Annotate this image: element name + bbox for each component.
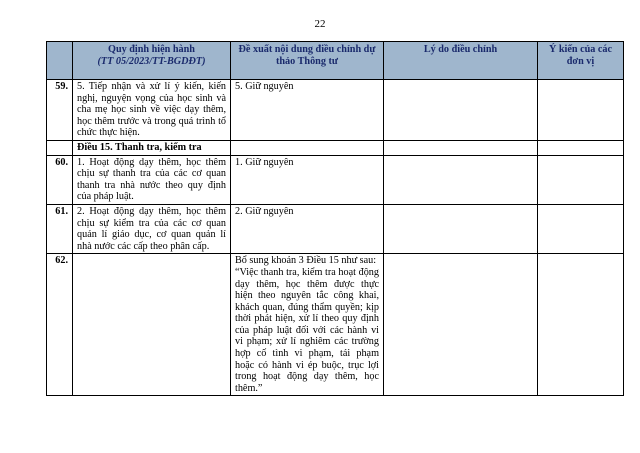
opinion-cell [538, 254, 624, 396]
table-row [47, 80, 624, 141]
proposal-cell: 5. Giữ nguyên [231, 80, 384, 141]
table-row [47, 254, 624, 396]
header-current-sub: (TT 05/2023/TT-BGDĐT) [97, 55, 206, 67]
row-number: 59. [47, 80, 73, 141]
header-opinion: Ý kiến của các đơn vị [538, 42, 624, 80]
header-reason: Lý do điều chỉnh [384, 42, 538, 80]
table-row [47, 204, 624, 253]
reason-cell [384, 254, 538, 396]
section-empty-cell [231, 140, 384, 155]
table-header [47, 42, 624, 80]
header-current-regulation [73, 42, 231, 80]
proposal-cell [231, 254, 384, 396]
table-row [47, 155, 624, 204]
row-number: 61. [47, 204, 73, 253]
proposal-intro: Bổ sung khoản 3 Điều 15 như sau: [235, 255, 377, 267]
current-regulation-cell: 5. Tiếp nhận và xử lí ý kiến, kiến nghị, nguyện vọng của học sinh và cha mẹ học sinh về việc dạy thêm, học thêm trước và trong quá trình tổ chức thực hiện. [73, 80, 231, 141]
proposal-cell: 2. Giữ nguyên [231, 204, 384, 253]
current-regulation-cell [73, 254, 231, 396]
row-number: 60. [47, 155, 73, 204]
header-stt [47, 42, 73, 80]
opinion-cell [538, 80, 624, 141]
section-empty-cell [384, 140, 538, 155]
page-number: 22 [314, 18, 326, 30]
comparison-table [46, 41, 624, 396]
reason-cell [384, 80, 538, 141]
proposal-cell: 1. Giữ nguyên [231, 155, 384, 204]
reason-cell [384, 155, 538, 204]
header-current-title: Quy định hiện hành [108, 44, 195, 55]
opinion-cell [538, 155, 624, 204]
row-number: 62. [47, 254, 73, 396]
section-row [47, 140, 624, 155]
section-title: Điều 15. Thanh tra, kiểm tra [73, 140, 231, 155]
current-regulation-cell: 1. Hoạt động dạy thêm, học thêm chịu sự thanh tra của các cơ quan thanh tra nhà nước theo quy định của pháp luật. [73, 155, 231, 204]
section-stt-cell [47, 140, 73, 155]
proposal-text: “Việc thanh tra, kiểm tra hoạt động dạy thêm, học thêm được thực hiện theo nguyên tắc công khai, khách quan, đúng thẩm quyền; kịp thời phát hiện, xử lí theo quy định của pháp luật đối với các hành vi vi phạm; xử lí nghiêm các trường hợp cố tình vi phạm, tái phạm hoặc có hành vi ép buộc, trục lợi trong hoạt động dạy thêm, học thêm.” [235, 266, 379, 394]
current-regulation-cell: 2. Hoạt động dạy thêm, học thêm chịu sự kiểm tra của các cơ quan quản lí giáo dục, cơ quan quản lí nhà nước các cấp theo phân cấp. [73, 204, 231, 253]
header-proposal: Đề xuất nội dung điều chỉnh dự thảo Thông tư [231, 42, 384, 80]
opinion-cell [538, 204, 624, 253]
section-empty-cell [538, 140, 624, 155]
reason-cell [384, 204, 538, 253]
